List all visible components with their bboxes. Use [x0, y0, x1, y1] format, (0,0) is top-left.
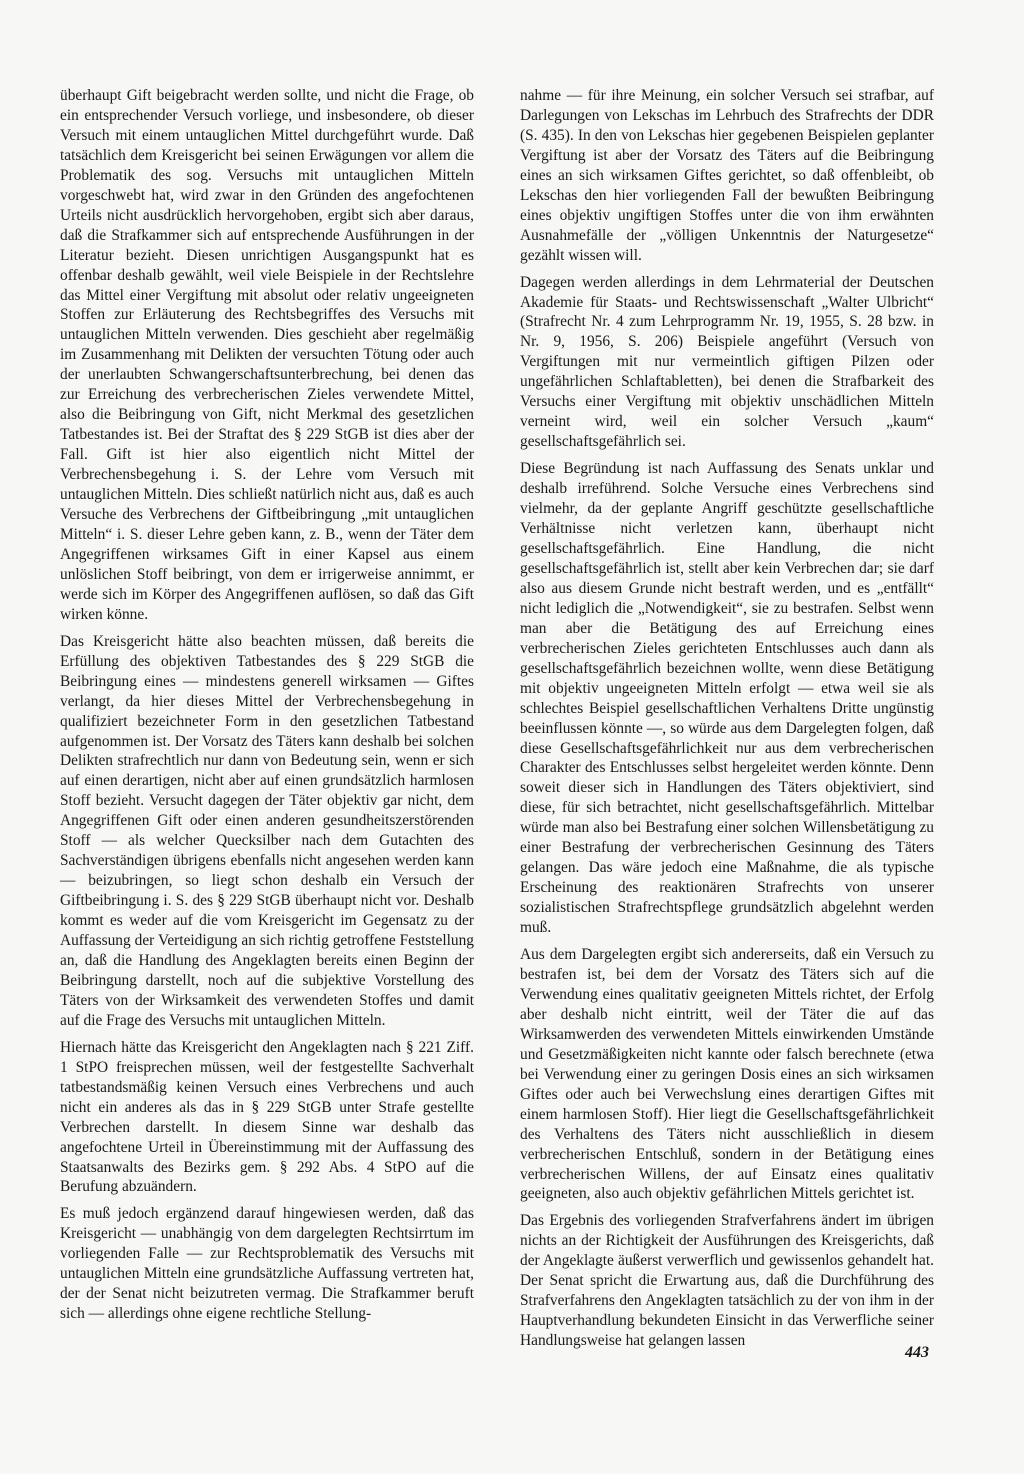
paragraph: Aus dem Dargelegten ergibt sich andererseits, daß ein Versuch zu bestrafen ist, bei dem der Vorsatz des Täters sich auf die Verwendung eines qualitativ geeigneten Mittels richtet, der Erfolg aber deshalb nicht eintritt, weil der Täter die auf das Wirksamwerden des verwendeten Mittels einwirkenden Umstände und Gesetzmäßigkeiten nicht kannte oder falsch berechnete (etwa bei Verwendung einer zu geringen Dosis eines an sich wirksamen Giftes oder auch bei Verwechslung eines derartigen Giftes mit einem harmlosen Stoff). Hier liegt die Gesellschaftsgefährlichkeit des Verhaltens des Täters nicht ausschließlich in diesem verbrecherischen Entschluß, sondern in der Betätigung eines verbrecherischen Willens, der auf Einsatz eines qualitativ geeigneten, also auch objektiv gefährlichen Mittels gerichtet ist.	[520, 946, 934, 1203]
left-column	[60, 86, 474, 1331]
right-column	[520, 86, 934, 1358]
paragraph: Es muß jedoch ergänzend darauf hingewiesen werden, daß das Kreisgericht — unabhängig von dem dargelegten Rechtsirrtum im vorliegenden Falle — zur Rechtsproblematik des Versuchs mit untauglichen Mitteln eine grundsätzliche Auffassung vertreten hat, der der Senat nicht beizutreten vermag. Die Strafkammer beruft sich — allerdings ohne eigene rechtliche Stellung-	[60, 1205, 474, 1323]
paragraph: Dagegen werden allerdings in dem Lehrmaterial der Deutschen Akademie für Staats- und Rechtswissenschaft „Walter Ulbricht“ (Strafrecht Nr. 4 zum Lehrprogramm Nr. 19, 1955, S. 28 bzw. in Nr. 9, 1956, S. 206) Beispiele angeführt (Versuch von Vergiftungen mit nur vermeintlich giftigen Pilzen oder ungefährlichen Schlaftabletten), bei denen die Strafbarkeit des Versuchs einer Vergiftung mit objektiv unschädlichen Mitteln verneint wird, weil ein solcher Versuch „kaum“ gesellschaftsgefährlich sei.	[520, 273, 934, 451]
paragraph: Das Ergebnis des vorliegenden Strafverfahrens ändert im übrigen nichts an der Richtigkeit der Ausführungen des Kreisgerichts, daß der Angeklagte äußerst verwerflich und gewissenlos gehandelt hat. Der Senat spricht die Erwartung aus, daß die Durchführung des Strafverfahrens den Angeklagten tatsächlich zu der von ihm in der Hauptverhandlung bekundeten Einsicht in das Verwerfliche seiner Handlungsweise hat gelangen lassen	[520, 1212, 934, 1350]
paragraph: Diese Begründung ist nach Auffassung des Senats unklar und deshalb irreführend. Solche Versuche eines Verbrechens sind vielmehr, da der geplante Angriff geschützte gesellschaftliche Verhältnisse nicht verletzen kann, überhaupt nicht gesellschaftsgefährlich. Eine Handlung, die nicht gesellschaftsgefährlich ist, stellt aber kein Verbrechen dar; sie darf also aus diesem Grunde nicht bestraft werden, und es „entfällt“ nicht lediglich die „Notwendigkeit“, sie zu bestrafen. Selbst wenn man aber die Betätigung des auf Erreichung eines verbrecherischen Zieles gerichteten Entschlusses auch dann als gesellschaftsgefährlich bezeichnen wollte, wenn diese Betätigung mit objektiv ungeeigneten Mitteln erfolgt — etwa weil sie als schlechtes Beispiel gesellschaftlichen Verhaltens Dritte ungünstig beeinflussen könnte —, so würde aus dem Dargelegten folgen, daß diese Gesellschaftsgefährlichkeit nur aus dem verbrecherischen Charakter des Entschlusses selbst hergeleitet werden könnte. Denn soweit dieser sich in Handlungen des Täters objektiviert, sind diese, für sich betrachtet, nicht gesellschaftsgefährlich. Mittelbar würde man also bei Bestrafung einer solchen Willensbetätigung zu einer Bestrafung der verbrecherischen Gesinnung des Täters gelangen. Das wäre jedoch eine Maßnahme, die als typische Erscheinung des reaktionären Strafrechts von unserer sozialistischen Strafrechtspflege grundsätzlich abgelehnt werden muß.	[520, 460, 934, 937]
paragraph: überhaupt Gift beigebracht werden sollte, und nicht die Frage, ob ein entsprechender Versuch vorliege, und insbesondere, ob dieser Versuch mit einem untauglichen Mittel durchgeführt wurde. Daß tatsächlich dem Kreisgericht bei seinen Erwägungen vor allem die Problematik des sog. Versuchs mit untauglichen Mitteln vorgeschwebt hat, wird zwar in den Gründen des angefochtenen Urteils nicht ausdrücklich hervorgehoben, ergibt sich aber daraus, daß die Strafkammer sich auf entsprechende Ausführungen in der Literatur bezieht. Diesen unrichtigen Ausgangspunkt hat es offenbar deshalb gewählt, weil viele Beispiele in der Rechtslehre das Mittel einer Vergiftung mit absolut oder relativ ungeeigneten Stoffen zur Erläuterung des Rechtsbegriffes des Versuchs mit untauglichen Mitteln verwenden. Dies geschieht aber regelmäßig im Zusammenhang mit Delikten der versuchten Tötung oder auch der unerlaubten Schwangerschaftsunterbrechung, bei denen das zur Erreichung des verbrecherischen Zieles verwendete Mittel, also die Beibringung von Gift, nicht Merkmal des gesetzlichen Tatbestandes ist. Bei der Straftat des § 229 StGB ist dies aber der Fall. Gift ist hier also eigentlich nicht Mittel der Verbrechensbegehung i. S. der Lehre vom Versuch mit untauglichen Mitteln. Dies schließt natürlich nicht aus, daß es auch Versuche des Verbrechens der Giftbeibringung „mit untauglichen Mitteln“ i. S. dieser Lehre geben kann, z. B., wenn der Täter dem Angegriffenen wirksames Gift in einer Kapsel aus einem unlöslichen Stoff beibringt, von dem er irrigerweise annimmt, er werde sich im Körper des Angegriffenen auflösen, so daß das Gift wirken könne.	[60, 87, 474, 623]
paragraph: Hiernach hätte das Kreisgericht den Angeklagten nach § 221 Ziff. 1 StPO freisprechen müssen, weil der festgestellte Sachverhalt tatbestandsmäßig keinen Versuch eines Verbrechens und auch nicht ein anderes als das in § 229 StGB unter Strafe gestellte Verbrechen darstellt. In diesem Sinne war deshalb das angefochtene Urteil in Übereinstimmung mit der Auffassung des Staatsanwalts des Bezirks gem. § 292 Abs. 4 StPO auf die Berufung abzuändern.	[60, 1038, 474, 1196]
paragraph: Das Kreisgericht hätte also beachten müssen, daß bereits die Erfüllung des objektiven Tatbestandes des § 229 StGB die Beibringung eines — mindestens generell wirksamen — Giftes verlangt, da hier dieses Mittel der Verbrechensbegehung in qualifiziert bezeichneter Form in den gesetzlichen Tatbestand aufgenommen ist. Der Vorsatz des Täters kann deshalb bei solchen Delikten strafrechtlich nur dann von Bedeutung sein, wenn er sich auf einen derartigen, nicht aber auf einen grundsätzlich harmlosen Stoff bezieht. Versucht dagegen der Täter objektiv gar nicht, dem Angegriffenen Gift oder einen anderen gesundheitszerstörenden Stoff — als welcher Quecksilber nach dem Gutachten des Sachverständigen übrigens ebenfalls nicht angesehen werden kann — beizubringen, so liegt schon deshalb ein Versuch der Giftbeibringung i. S. des § 229 StGB überhaupt nicht vor. Deshalb kommt es weder auf die vom Kreisgericht im Gegensatz zu der Auffassung der Verteidigung an sich richtig getroffene Feststellung an, daß die Handlung des Angeklagten bereits einen Beginn der Beibringung darstellt, noch auf die subjektive Vorstellung des Täters von der Wirksamkeit des verwendeten Stoffes und damit auf die Frage des Versuchs mit untauglichen Mitteln.	[60, 632, 474, 1029]
paragraph: nahme — für ihre Meinung, ein solcher Versuch sei strafbar, auf Darlegungen von Lekschas im Lehrbuch des Strafrechts der DDR (S. 435). In den von Lekschas hier gegebenen Beispielen geplanter Vergiftung ist aber der Vorsatz des Täters auf die Beibringung eines an sich wirksamen Giftes gerichtet, so daß offenbleibt, ob Lekschas den hier vorliegenden Fall der bewußten Beibringung eines objektiv ungiftigen Stoffes unter die von ihm erwähnten Ausnahmefälle der „völligen Unkenntnis der Naturgesetze“ gezählt wissen will.	[520, 87, 934, 264]
page-number: 443	[905, 1344, 929, 1361]
